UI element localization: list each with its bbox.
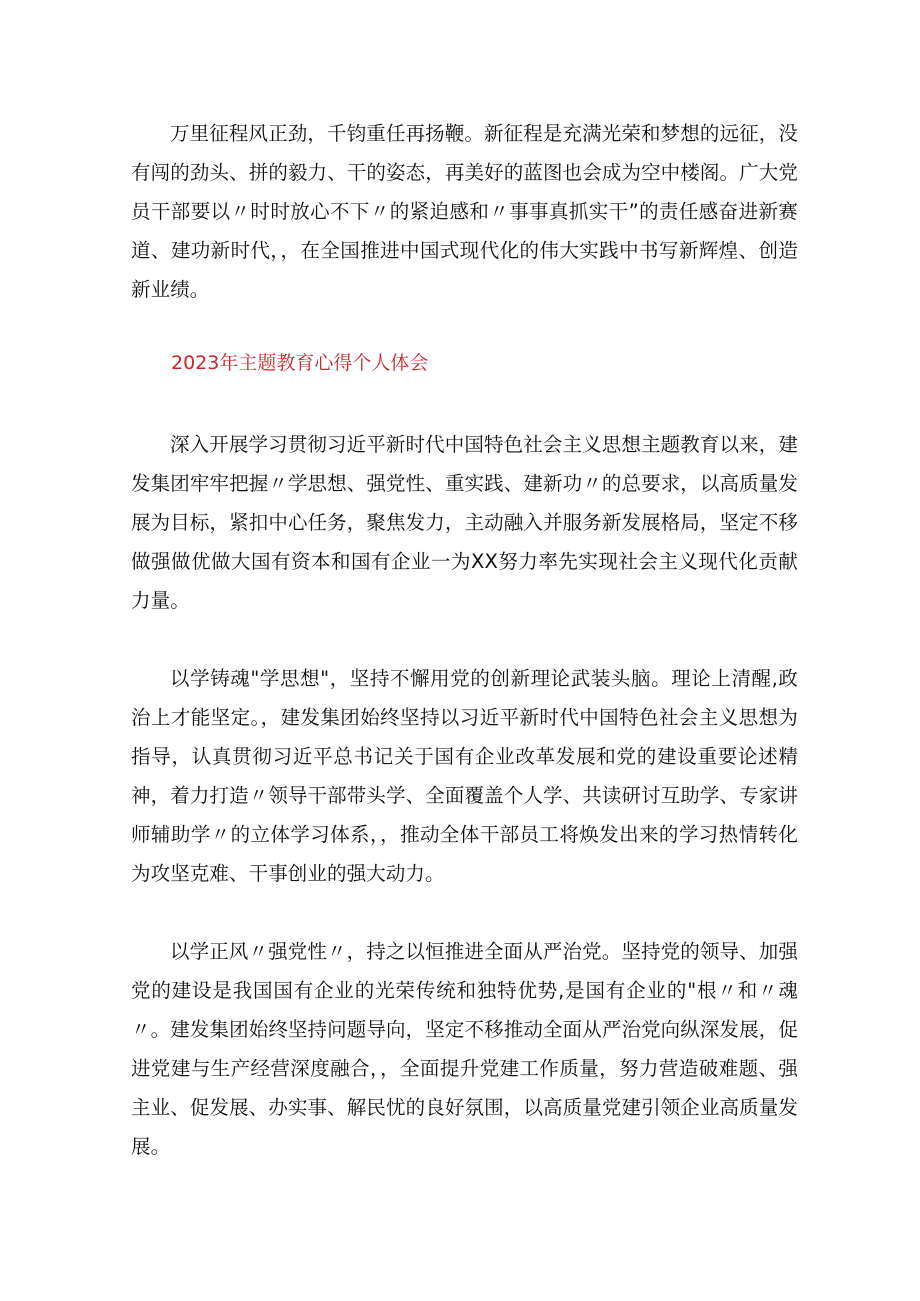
paragraph-2: 以学铸魂"学思想"，坚持不懈用党的创新理论武装头脑。理论上清醒,政治上才能坚定。，建发集团始终坚持以习近平新时代中国特色社会主义思想为指导，认真贯彻习近平总书记关于国有企业改革发展和党的建设重要论述精神，着力打造〃领导干部带头学、全面覆盖个人学、共读研讨互助学、专家讲师辅助学〃的立体学习体系，，推动全体干部员工将焕发出来的学习热情转化为攻坚克难、干事创业的强大动力。 (131, 667, 798, 885)
section-heading: 2023年主题教育心得个人体会 (171, 352, 429, 374)
spacer (131, 378, 798, 425)
document-body (131, 114, 798, 1166)
paragraph-1: 深入开展学习贯彻习近平新时代中国特色社会主义思想主题教育以来，建发集团牢牢把握〃学思想、强党性、重实践、建新功〃的总要求，以高质量发展为目标，紧扣中心任务，聚焦发力，主动融入并服务新发展格局，坚定不移做强做优做大国有资本和国有企业一为XX努力率先实现社会主义现代化贡献力量。 (131, 433, 798, 612)
spacer (131, 620, 798, 659)
paragraph-intro: 万里征程风正劲，千钧重任再扬鞭。新征程是充满光荣和梦想的远征，没有闯的劲头、拼的毅力、干的姿态，再美好的蓝图也会成为空中楼阁。广大党员干部要以〃时时放心不下〃的紧迫感和〃事事真抓实干”的责任感奋进新赛道、建功新时代，，在全国推进中国式现代化的伟大实践中书写新辉煌、创造新业绩。 (131, 122, 798, 301)
spacer (131, 893, 798, 932)
paragraph-3: 以学正风〃强党性〃，持之以恒推进全面从严治党。坚持党的领导、加强党的建设是我国国有企业的光荣传统和独特优势,是国有企业的"根〃和〃魂〃。建发集团始终坚持问题导向，坚定不移推动全面从严治党向纵深发展，促进党建与生产经营深度融合，，全面提升党建工作质量，努力营造破难题、强主业、促发展、办实事、解民忧的良好氛围，以高质量党建引领企业高质量发展。 (131, 940, 798, 1158)
spacer (131, 309, 798, 348)
